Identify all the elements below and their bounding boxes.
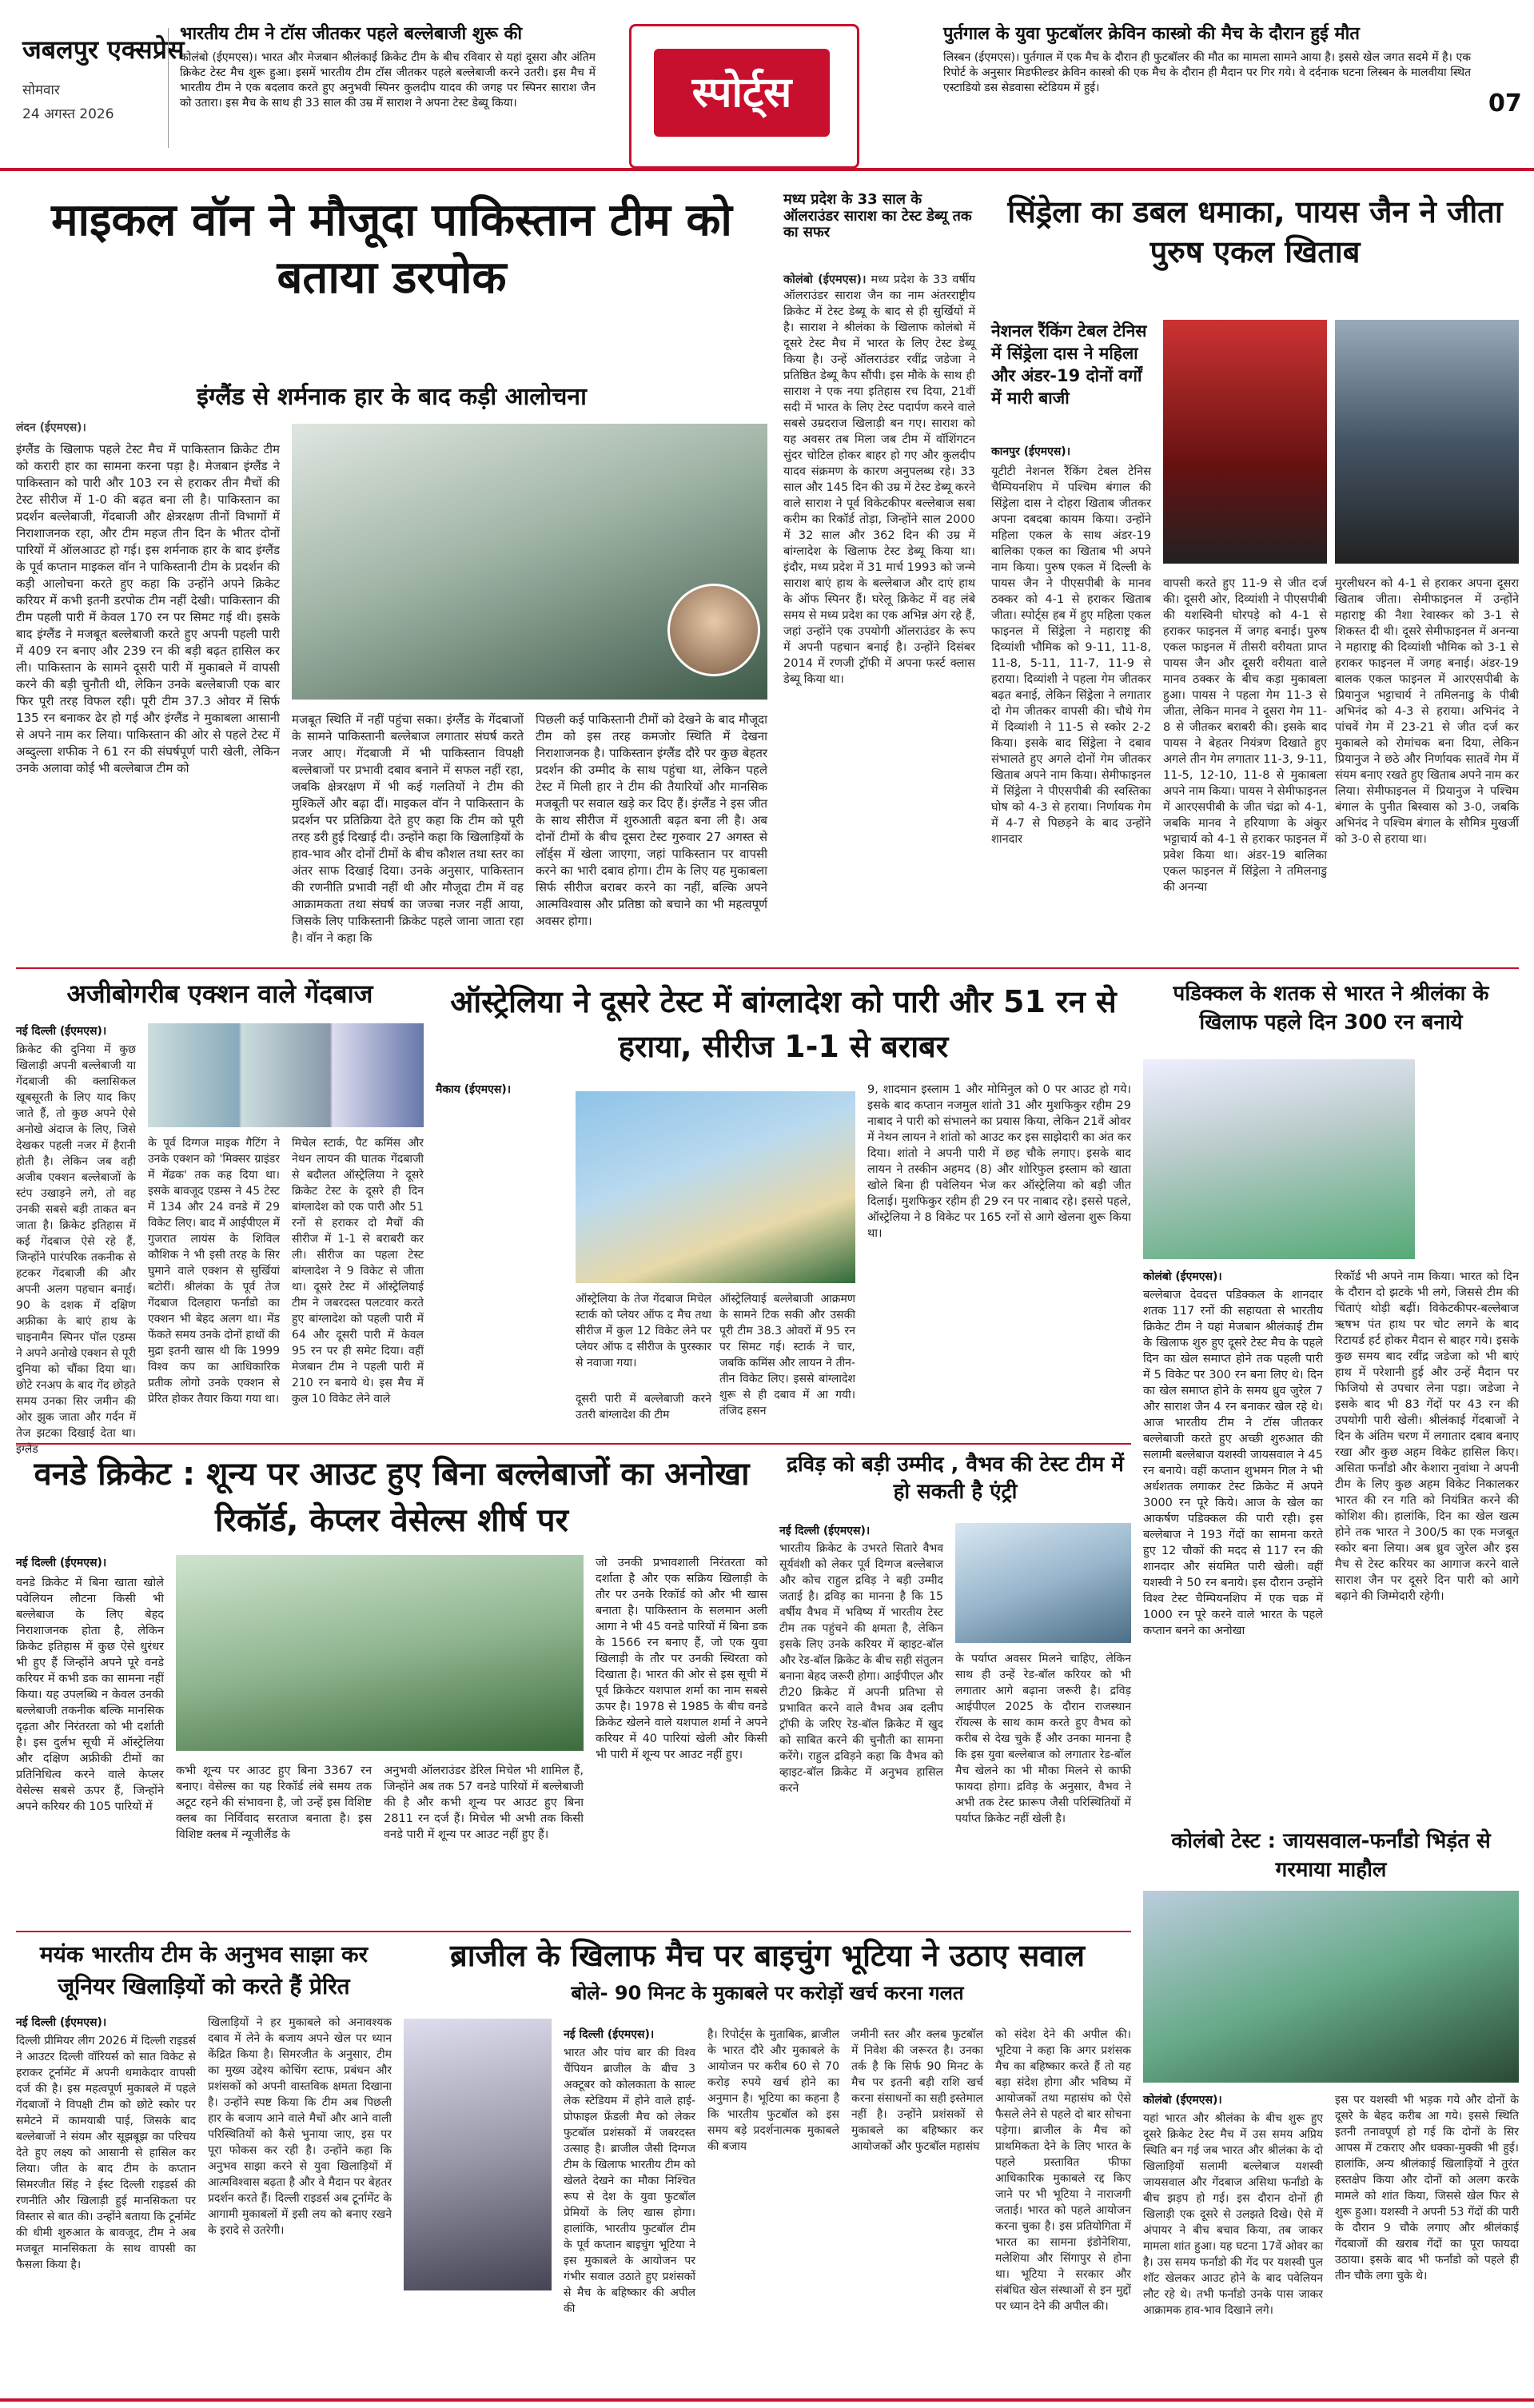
masthead-divider <box>168 28 169 148</box>
page-number: 07 <box>1488 90 1522 118</box>
dravid-headline: द्रविड़ को बड़ी उम्मीद , वैभव की टेस्ट टीम में हो सकती है एंट्री <box>787 1453 1124 1504</box>
aus-photo <box>576 1091 855 1283</box>
bowlers-col2: के पूर्व दिग्गज माइक गैटिंग ने उनके एक्शन को 'मिक्सर ग्राइंडर में मेंढक' तक कह दिया था। इसके बावजूद एडम्स ने 45 टेस्ट में 134 और 24 वनडे में 29 विकेट लिए। बाद में आईपीएल में गुजरात लायंस के शिविल कौशिक ने भी इसी तरह के सिर घुमाने वाले एक्शन से सुर्खियां बटोरीं। श्रीलंका के पूर्व तेज गेंदबाज दिलहारा फर्नांडो का एक्शन भी बेहद अलग था। मेंड फेंकते समय उनके दोनों हाथों की मुद्रा इतनी खास थी कि 1999 विश्व कप का आधिकारिक प्रतीक लोगो उनके एक्शन से प्रेरित होकर तैयार किया गया था। <box>148 1137 280 1405</box>
bhutia-col2: है। रिपोर्ट्स के मुताबिक, ब्राजील के भारत दौरे और मुकाबले के आयोजन पर करीब 60 से 70 करोड़ रुपये खर्च होने का अनुमान है। भूटिया का कहना है कि भारतीय फुटबॉल को इस समय बड़े प्रदर्शनात्मक मुकाबले की बजाय <box>707 2028 839 2153</box>
story-bhutia <box>404 1939 1131 2394</box>
dravid-photo <box>955 1523 1131 1643</box>
tt-headline: सिंड्रेला का डबल धमाका, पायस जैन ने जीता पुरुष एकल खिताब <box>1007 194 1503 269</box>
dravid-dateline: नई दिल्ली (ईएमएस)। <box>779 1525 871 1537</box>
colombo-col1: यहां भारत और श्रीलंका के बीच शुरू हुए दूसरे क्रिकेट टेस्ट मैच में उस समय अप्रिय स्थिति बन गई जब भारत और श्रीलंका के दो खिलाड़ियों सलामी बल्लेबाज यशस्वी जायसवाल और गेंदबाज असिथा फर्नांडो के बीच झड़प हो गई। इस दौरान दोनों ही खिलाड़ी एक दूसरे से उलझते दिखे। ऐसे में अंपायर ने बीच बचाव किया, तब जाकर मामला शांत हुआ। यह घटना 17वें ओवर का है। उस समय फर्नांडो की गेंद पर यशस्वी पुल शॉट खेलकर आउट होने के बाद पवेलियन लौट रहे थे। तभी फर्नांडो उनके पास जाकर आक्रामक हाव-भाव दिखाने लगे। <box>1143 2112 1323 2317</box>
odi-dateline: नई दिल्ली (ईएमएस)। <box>16 1557 107 1569</box>
bhutia-photo <box>404 2019 552 2290</box>
padikkal-headline: पडिक्कल के शतक से भारत ने श्रीलंका के खिलाफ पहले दिन 300 रन बनाये <box>1173 982 1489 1035</box>
teaser-right-headline: पुर्तगाल के युवा फुटबॉलर क्रेविन कास्त्रो की मैच के दौरान हुई मौत <box>943 24 1360 44</box>
footer-rule <box>0 2398 1534 2402</box>
colombo-col2: इस पर यशस्वी भी भड़क गये और दोनों के दूसरे के बेहद करीब आ गये। इससे स्थिति इतनी तनावपूर्ण हो गई कि दोनों के सिर आपस में टकराए और धक्का-मुक्की भी हुई। हालांकि, अन्य श्रीलंकाई खिलाड़ियों ने तुरंत हस्तक्षेप किया और दोनों को अलग करके मामले को शांत किया, जिससे खेल फिर से शुरू हुआ। यशस्वी ने अपनी 53 गेंदों की पारी के दौरान 9 चौके लगाए और श्रीलंकाई गेंदबाजों की खराब गेंदों का पूरा फायदा उठाया। इसके बाद भी फर्नांडो को पहले ही तीन चौके लगा चुके थे। <box>1335 2094 1519 2282</box>
row-divider-2 <box>16 1443 1131 1445</box>
teaser-left-body: कोलंबो (ईएमएस)। भारत और मेजबान श्रीलंकाई क्रिकेट टीम के बीच रविवार से यहां दूसरा और अंतिम क्रिकेट टेस्ट मैच शुरू हुआ। इसमें भारतीय टीम टॉस जीतकर पहले बल्लेबाजी करने उतरी। इस मैच में भारतीय टीम ने एक बदलाव करते हुए अनुभवी स्पिनर कुलदीप यादव की जगह पर स्पिनर साराश जैन को उतारा। इस मैच के साथ ही 33 साल की उम्र में साराश ने अपना टेस्ट डेब्यू किया। <box>180 51 596 110</box>
story-bowlers <box>16 979 424 1456</box>
vaughan-inset-portrait <box>667 584 760 676</box>
story-colombo <box>1143 1827 1519 2394</box>
tt-col3: मुरलीधरन को 4-1 से हराकर अपना दूसरा खिताब जीता। सेमीफाइनल में उन्होंने महाराष्ट्र की नैशा रेवास्कर को 3-1 से शिकस्त दी थी। दूसरे सेमीफाइनल में अनन्या ने महाराष्ट्र की दिव्यांशी भौमिक को 3-1 से हराकर फाइनल में जगह बनाई। अंडर-19 बालक एकल फाइनल में आरएसपीबी के प्रियानुज भट्टाचार्य ने तमिलनाडु के पीबी अभिनंद को 4-3 से हराया। अभिनंद ने पांचवें गेम में 23-21 से जीत दर्ज कर मुकाबले को रोमांचक बना दिया, लेकिन प्रियानुज ने छठे और निर्णायक सातवें गेम में संयम बनाए रखते हुए खिताब अपने नाम कर लिया। सेमीफाइनल में प्रियानुज ने पश्चिम बंगाल के पुनीत बिस्वास को 3-0, जबकि अभिनंद ने पश्चिम बंगाल के सौमित्र मुखर्जी को 3-0 से हराया था। <box>1335 577 1519 846</box>
vaughan-col2: मजबूत स्थिति में नहीं पहुंचा सका। इंग्लैंड के गेंदबाजों के सामने पाकिस्तानी बल्लेबाज लगातार संघर्ष करते नजर आए। गेंदबाजी में भी पाकिस्तान विपक्षी बल्लेबाजों पर प्रभावी दबाव बनाने में सफल नहीं रहा, जबकि क्षेत्ररक्षण में भी कई गलतियों ने टीम की मुश्किलें और बढ़ा दीं। माइकल वॉन ने पाकिस्तान के प्रदर्शन पर प्रतिक्रिया देते हुए कहा कि टीम को पूरी तरह डरी हुई दिखाई दी। उन्होंने कहा कि खिलाड़ियों के हाव-भाव और दोनों टीमों के बीच कौशल तथा स्तर का अंतर साफ दिखाई दिया। उनके अनुसार, पाकिस्तान की रणनीति प्रभावी नहीं थी और मौजूदा टीम में वह आक्रामकता तथा संघर्ष का जज्बा नजर नहीं आया, जिसके लिए पाकिस्तानी क्रिकेट पहले जाना जाता रहा है। वॉन ने कहा कि <box>292 712 524 945</box>
row-divider-1 <box>16 967 1519 969</box>
vaughan-col1: इंग्लैंड के खिलाफ पहले टेस्ट मैच में पाकिस्तान क्रिकेट टीम को करारी हार का सामना करना पड़ा है। मेजबान इंग्लैंड ने पाकिस्तान को पारी और 103 रन से हराकर तीन मैचों की टेस्ट सीरीज में 1-0 की बढ़त बना ली है। पाकिस्तान का प्रदर्शन बल्लेबाजी, गेंदबाजी और क्षेत्ररक्षण तीनों विभागों में निराशाजनक रहा, और टीम महज तीन दिन के भीतर दोनों पारियों में ऑलआउट हो गई। इस शर्मनाक हार के बाद इंग्लैंड के पूर्व कप्तान माइकल वॉन ने पाकिस्तानी टीम के प्रदर्शन की कड़ी आलोचना करते हुए कहा कि उन्होंने अपने क्रिकेट करियर में कभी इतनी डरपोक टीम नहीं देखी। पाकिस्तान की टीम पहली पारी में केवल 170 रन पर सिमट गई थी। इसके बाद इंग्लैंड ने मजबूत बल्लेबाजी करते हुए अपनी पहली पारी में 409 रन बनाए और 239 रन की बड़ी बढ़त हासिल कर ली। पाकिस्तान के सामने दूसरी पारी में मुकाबले में वापसी करने की बड़ी चुनौती थी, लेकिन उनके बल्लेबाजी एक बार फिर पूरी तरह विफल रही। पूरी टीम 37.3 ओवर में सिर्फ 135 रन बनाकर ढेर हो गई और इंग्लैंड ने मुकाबला आसानी से अपने नाम कर लिया। पाकिस्तान की ओर से पहले टेस्ट में अब्दुल्ला शफीक ने 61 रन की संघर्षपूर्ण पारी खेली, लेकिन उनके अलावा कोई भी बल्लेबाज टीम को <box>16 442 280 775</box>
aus-caption2: ऑस्ट्रेलियाई बल्लेबाजी आक्रमण के सामने टिक सकी और उसकी पूरी टीम 38.3 ओवरों में 95 रन पर सिमट गई। स्टार्क ने चार, जबकि कमिंस और लायन ने तीन-तीन विकेट लिए। इससे बांग्लादेश शुरू से ही दबाव में आ गयी। तंजिद हसन <box>719 1293 855 1417</box>
section-banner <box>629 24 859 169</box>
odi-col1: वनडे क्रिकेट में बिना खाता खोले पवेलियन लौटना किसी भी बल्लेबाज के लिए बेहद निराशाजनक होता है, लेकिन क्रिकेट इतिहास में कुछ ऐसे धुरंधर भी हुए हैं जिन्होंने अपने पूरे वनडे करियर में कभी डक का सामना नहीं किया। यह उपलब्धि न केवल उनकी बल्लेबाजी तकनीक बल्कि मानसिक दृढ़ता और निरंतरता को भी दर्शाती है। इस दुर्लभ सूची में ऑस्ट्रेलिया और दक्षिण अफ्रीकी टीमों का प्रतिनिधित्व करने वाले केप्लर वेसेल्स सबसे ऊपर हैं, जिन्होंने अपने करियर की 105 पारियों में <box>16 1577 164 1813</box>
tt-col2: वापसी करते हुए 11-9 से जीत दर्ज की। दूसरी ओर, दिव्यांशी ने पीएसपीबी की यशस्विनी घोरपड़े को 4-1 से हराकर फाइनल में जगह बनाई। पुरुष एकल फाइनल में तीसरी वरीयता प्राप्त पायस जैन और दूसरी वरीयता वाले मानव ठक्कर के बीच कड़ा मुकाबला हुआ। पायस ने पहला गेम 11-3 से जीता, लेकिन मानव ने दूसरा गेम 11-8 से जीतकर बराबरी की। इसके बाद पायस ने बेहतर नियंत्रण दिखाते हुए अगले तीन गेम लगातार 11-3, 9-11, 11-5, 12-10, 11-8 से मुकाबला अपने नाम किया। पायस ने सेमीफाइनल में आरएसपीबी के जीत चंद्रा को 4-1, जबकि मानव ने हरियाणा के अंकुर भट्टाचार्य को 4-1 से हराकर फाइनल में प्रवेश किया था। अंडर-19 बालिका एकल फाइनल में सिंड्रेला ने तमिलनाडु की अनन्या <box>1163 577 1327 894</box>
vaughan-dateline: लंदन (ईएमएस)। <box>16 421 86 434</box>
padikkal-photo <box>1143 1059 1415 1259</box>
vaughan-subheadline: इंग्लैंड से शर्मनाक हार के बाद कड़ी आलोचना <box>197 383 587 411</box>
bhutia-subheadline: बोले- 90 मिनट के मुकाबले पर करोड़ों खर्च करना गलत <box>571 1982 964 2004</box>
odi-col4: जो उनकी प्रभावशाली निरंतरता को दर्शाता है और एक सक्रिय खिलाड़ी के तौर पर उनके रिकॉर्ड को और भी खास बनाता है। पाकिस्तान के सलमान अली आगा ने भी 45 वनडे पारियों में बिना डक के 1566 रन बनाए हैं, जो एक युवा खिलाड़ी के तौर पर उनकी स्थिरता को दिखाता है। भारत की ओर से इस सूची में पूर्व क्रिकेटर यशपाल शर्मा का नाम सबसे ऊपर है। 1978 से 1985 के बीच वनडे क्रिकेट खेलने वाले यशपाल शर्मा ने अपने करियर में 40 पारियां खेली और किसी भी पारी में शून्य पर आउट नहीं हुए। <box>596 1557 767 1761</box>
aus-headline: ऑस्ट्रेलिया ने दूसरे टेस्ट में बांग्लादेश को पारी और 51 रन से हराया, सीरीज 1-1 से बराबर <box>450 984 1117 1064</box>
mayank-col2: खिलाड़ियों ने हर मुकाबले को अनावश्यक दबाव में लेने के बजाय अपने खेल पर ध्यान केंद्रित किया है। सिमरजीत के अनुसार, टीम का मुख्य उद्देश्य कोचिंग स्टाफ, प्रबंधन और प्रशंसकों को अपनी वास्तविक क्षमता दिखाना है। उन्होंने स्पष्ट किया कि टीम अब पिछली हार के बजाय आने वाले मैचों और आने वाली परिस्थितियों को कैसे भुनाया जाए, इस पर पूरा फोकस कर रही है। उन्होंने कहा कि अनुभव साझा करने से युवा खिलाड़ियों में आत्मविश्वास बढ़ता है और वे मैदान पर बेहतर प्रदर्शन करते हैं। दिल्ली राइडर्स अब टूर्नामेंट के आगामी मुकाबलों में इसी लय को बनाए रखने के इरादे से उतरेगी। <box>208 2016 392 2237</box>
teaser-right <box>943 24 1471 142</box>
tt-photo-2 <box>1335 320 1519 564</box>
sarash-dateline: कोलंबो (ईएमएस)। <box>783 273 867 286</box>
mayank-dateline: नई दिल्ली (ईएमएस)। <box>16 2016 107 2029</box>
day-label: सोमवार <box>22 82 60 98</box>
story-odi <box>16 1451 767 1923</box>
paper-name: जबलपुर एक्सप्रेस <box>22 34 185 65</box>
bhutia-headline: ब्राजील के खिलाफ मैच पर बाइचुंग भूटिया ने उठाए सवाल <box>450 1938 1085 1973</box>
date-label: 24 अगस्त 2026 <box>22 106 114 122</box>
odi-col3: अनुभवी ऑलराउंडर डेरिल मिचेल भी शामिल हैं, जिन्होंने अब तक 57 वनडे पारियों में बल्लेबाजी की है और कभी शून्य पर आउट हुए बिना 2811 रन दर्ज हैं। मिचेल भी अभी तक किसी वनडे पारी में शून्य पर आउट नहीं हुए हैं। <box>384 1764 584 1841</box>
masthead-rule <box>0 168 1534 171</box>
colombo-dateline: कोलंबो (ईएमएस)। <box>1143 2094 1222 2107</box>
aus-dateline: मैकाय (ईएमएस)। <box>436 1083 512 1096</box>
vaughan-headline: माइकल वॉन ने मौजूदा पाकिस्तान टीम को बताया डरपोक <box>51 194 732 304</box>
padikkal-col2: रिकॉर्ड भी अपने नाम किया। भारत को दिन के दौरान दो झटके भी लगे, जिससे टीम की चिंताएं थोड़ी बढ़ीं। विकेटकीपर-बल्लेबाज ऋषभ पंत हाथ पर चोट लगने के बाद रिटायर्ड हर्ट होकर मैदान से बाहर गये। इसके कुछ समय बाद रवींद्र जडेजा को भी बाएं हाथ में परेशानी हुई और उन्हें मैदान पर फिजियो से उपचार लेना पड़ा। जडेजा ने इसके बाद भी 83 गेंदों पर 43 रन की उपयोगी पारी खेली। श्रीलंकाई गेंदबाजों ने दिन के अंतिम चरण में लगातार दबाव बनाए रखा और कुछ अहम विकेट हासिल किए। असिता फर्नांडो और केशारा नुवांथा ने अपनी टीम के लिए कुछ अहम विकेट निकालकर भारत की रन गति को नियंत्रित करने की कोशिश की। हालांकि, दिन का खेल खत्म होने तक भारत ने 300/5 का एक मजबूत स्कोर बना लिया। अब ध्रुव जुरेल और इस मैच से टेस्ट करियर का आगाज करने वाले साराश जैन पर दूसरे दिन पारी को आगे बढ़ाने की जिम्मेदारी रहेगी। <box>1335 1270 1519 1603</box>
story-aus <box>436 979 1131 1435</box>
tt-subheadline: नेशनल रैंकिंग टेबल टेनिस में सिंड्रेला दास ने महिला और अंडर-19 दोनों वर्गों में मारी बाजी <box>991 321 1147 408</box>
story-mayank <box>16 1939 392 2394</box>
mayank-headline: मयंक भारतीय टीम के अनुभव साझा कर जूनियर खिलाड़ियों को करते हैं प्रेरित <box>39 1941 369 1999</box>
padikkal-dateline: कोलंबो (ईएमएस)। <box>1143 1270 1222 1283</box>
bhutia-col1: भारत और पांच बार की विश्व चैंपियन ब्राजील के बीच 3 अक्टूबर को कोलकाता के साल्ट लेक स्टेडियम में होने वाले हाई-प्रोफाइल फ्रेंडली मैच को लेकर फुटबॉल प्रशंसकों में जबरदस्त उत्साह है। ब्राजील जैसी दिग्गज टीम के खिलाफ भारतीय टीम को खेलते देखने का मौका निश्चित रूप से देश के युवा फुटबॉल प्रेमियों के लिए खास होगा। हालांकि, भारतीय फुटबॉल टीम के पूर्व कप्तान बाइचुंग भूटिया ने इस मुकाबले के आयोजन पर गंभीर सवाल उठाते हुए प्रशंसकों से मैच के बहिष्कार की अपील की <box>564 2047 695 2315</box>
dravid-col1: भारतीय क्रिकेट के उभरते सितारे वैभव सूर्यवंशी को लेकर पूर्व दिग्गज बल्लेबाज और कोच राहुल द्रविड़ ने बड़ी उम्मीद जताई है। द्रविड़ का मानना है कि 15 वर्षीय वैभव में भविष्य में भारतीय टेस्ट टीम तक पहुंचने की क्षमता है, लेकिन इसके लिए उनके करियर में व्हाइट-बॉल और रेड-बॉल क्रिकेट के बीच सही संतुलन बनाना बेहद जरूरी होगा। आईपीएल और टी20 क्रिकेट में अपनी प्रतिभा से प्रभावित करने वाले वैभव अब दलीप ट्रॉफी के जरिए रेड-बॉल क्रिकेट में खुद को साबित करने की चुनौती का सामना करेंगे। राहुल द्रविड़ने कहा कि वैभव को व्हाइट-बॉल क्रिकेट में अनुभव हासिल करने <box>779 1542 943 1795</box>
teaser-left <box>180 24 596 142</box>
story-dravid <box>779 1451 1131 1923</box>
colombo-photo <box>1143 1891 1519 2083</box>
story-tt <box>991 192 1519 959</box>
aus-col-right: 9, शादमान इस्लाम 1 और मोमिनुल को 0 पर आउट हो गये। इसके बाद कप्तान नजमुल शांतो 31 और मुशफिकुर रहीम 29 नाबाद ने पारी को संभालने का प्रयास किया, लेकिन 21वें ओवर में नेथन लायन ने शांतो को आउट कर इस साझेदारी का अंत कर दिया। शांतो ने अपनी पारी में छह चौके लगाए। इसके बाद लायन ने तस्कीन अहमद (8) और शोरिफुल इस्लाम को खाता खोले बिना ही पवेलियन भेज कर ऑस्ट्रेलिया को बड़ी जीत दिलाई। मुशफिकुर रहीम ही 29 रन पर नाबाद रहे। इससे पहले, ऑस्ट्रेलिया ने 8 विकेट पर 165 रनों से आगे खेलना शुरू किया था। <box>867 1083 1131 1240</box>
aus-col-mid: दूसरी पारी में बल्लेबाजी करने उतरी बांग्लादेश की टीम <box>576 1393 711 1421</box>
sarash-text: मध्य प्रदेश के 33 वर्षीय ऑलराउंडर साराश जैन का नाम अंतरराष्ट्रीय क्रिकेट में टेस्ट डेब्यू के बाद से ही सुर्खियों में है। साराश ने श्रीलंका के खिलाफ कोलंबो में दूसरे टेस्ट मैच में भारत के लिए टेस्ट डेब्यू किया है। उन्हें ऑलराउंडर रवींद्र जडेजा ने प्रतिष्ठित डेब्यू कैप सौंपी। इस मौके के साथ ही साराश ने एक नया इतिहास रच दिया, 21वीं सदी में भारत के लिए टेस्ट पदार्पण करने वाले सबसे उम्रदराज खिलाड़ी बन गए। साराश को यह अवसर तब मिला जब टीम में वॉशिंगटन सुंदर चोटिल होकर बाहर हो गए और कुलदीप यादव संक्रमण के कारण अनुपलब्ध रहे। 33 साल और 145 दिन की उम्र में टेस्ट डेब्यू करने वाले साराश ने पूर्व विकेटकीपर बल्लेबाज सबा करीम का रिकॉर्ड तोड़ा, जिन्होंने साल 2000 में 32 साल और 362 दिन की उम्र में बांग्लादेश के खिलाफ टेस्ट डेब्यू किया था। इंदौर, मध्य प्रदेश में 31 मार्च 1993 को जन्मे साराश बाएं हाथ के बल्लेबाज और दाएं हाथ के ऑफ स्पिनर हैं। घरेलू क्रिकेट में वह लंबे समय से मध्य प्रदेश का एक अभिन्न अंग रहे हैं, जहां उन्होंने एक उपयोगी ऑलराउंडर के रूप में अपनी पहचान बनाई है। उन्होंने दिसंबर 2014 में रणजी ट्रॉफी में अपना फर्स्ट क्लास डेब्यू किया था। <box>783 273 976 686</box>
odi-headline: वनडे क्रिकेट : शून्य पर आउट हुए बिना बल्लेबाजों का अनोखा रिकॉर्ड, केप्लर वेसेल्स शीर्ष पर <box>34 1456 750 1539</box>
teaser-right-body: लिस्बन (ईएमएस)। पुर्तगाल में एक मैच के दौरान ही फुटबॉलर की मौत का मामला सामने आया है। इससे खेल जगत सदमे में है। एक रिपोर्ट के अनुसार मिडफील्डर क्रेविन कास्त्रो की एक मैच के दौरान ही मैदान पर गिर गये। वे दर्दनाक घटना लिस्बन के मालवीया स्थित एस्टाडियो डस सेडवासा स्टेडियम में हुई। <box>943 51 1471 95</box>
bowlers-col3: मिचेल स्टार्क, पैट कमिंस और नेथन लायन की घातक गेंदबाजी से बदौलत ऑस्ट्रेलिया ने दूसरे क्रिकेट टेस्ट के दूसरे ही दिन बांग्लादेश को एक पारी और 51 रनों से हराकर दो मैचों की सीरीज में 1-1 से बराबरी कर ली। सीरीज का पहला टेस्ट बांग्लादेश ने 9 विकेट से जीता था। दूसरे टेस्ट में ऑस्ट्रेलियाई टीम ने जबरदस्त पलटवार करते हुए बांग्लादेश को पहली पारी में 64 और दूसरी पारी में केवल 95 रन पर ही समेट दिया। वहीं मेजबान टीम ने पहली पारी में 210 रन बनाये थे। इस मैच में कुल 10 विकेट लेने वाले <box>292 1137 424 1405</box>
sarash-headline: मध्य प्रदेश के 33 साल के ऑलराउंडर साराश का टेस्ट डेब्यू तक का सफर <box>783 191 972 241</box>
bowlers-headline: अजीबोगरीब एक्शन वाले गेंदबाज <box>66 979 373 1009</box>
bowlers-col1: क्रिकेट की दुनिया में कुछ खिलाड़ी अपनी बल्लेबाजी या गेंदबाजी की क्लासिकल खूबसूरती के लिए याद किए जाते हैं, तो कुछ अपने ऐसे अनोखे अंदाज के लिए, जिसे देखकर पहली नजर में हैरानी होती है। लेकिन जब वही अजीब एक्शन बल्लेबाजों के स्टंप उखाड़ने लगे, तो वह उनकी सबसे बड़ी ताकत बन जाता है। क्रिकेट इतिहास में कई गेंदबाज ऐसे रहे हैं, जिन्होंने पारंपरिक तकनीक से हटकर गेंदबाजी की और अपनी अलग पहचान बनाई। 90 के दशक में दक्षिण अफ्रीका के बाएं हाथ के चाइनामैन स्पिनर पॉल एडम्स ने अपने अनोखे एक्शन से पूरी दुनिया को चौंका दिया था। छोटे रनअप के बाद गेंद छोड़ते समय उनका सिर जमीन की ओर झुक जाता और गर्दन में तेज झटका दिखाई देता था। इंग्लैंड <box>16 1043 136 1456</box>
row-divider-3 <box>16 1931 1131 1932</box>
odi-photo <box>176 1555 584 1751</box>
mayank-col1: दिल्ली प्रीमियर लीग 2026 में दिल्ली राइडर्स ने आउटर दिल्ली वॉरियर्स को सात विकेट से हराकर टूर्नामेंट में अपनी धमाकेदार वापसी दर्ज की है। इस महत्वपूर्ण मुकाबले में पहले गेंदबाजों ने विपक्षी टीम को छोटे स्कोर पर समेटने में कामयाबी पाई, जिसके बाद बल्लेबाजों ने संयम और सूझबूझ का परिचय देते हुए लक्ष्य को आसानी से हासिल कर लिया। जीत के बाद टीम के कप्तान सिमरजीत सिंह ने ईस्ट दिल्ली राइडर्स की रणनीति और खिलाड़ी हुई मानसिकता पर विस्तार से बात की। उन्होंने बताया कि टूर्नामेंट की धीमी शुरुआत के बावजूद, टीम ने अब मजबूत मानसिकता के साथ वापसी का फैसला किया है। <box>16 2035 196 2271</box>
bhutia-dateline: नई दिल्ली (ईएमएस)। <box>564 2028 655 2041</box>
bhutia-col3: जमीनी स्तर और क्लब फुटबॉल में निवेश की जरूरत है। उनका तर्क है कि सिर्फ 90 मिनट के मैच पर इतनी बड़ी राशि खर्च करना संसाधनों का सही इस्तेमाल नहीं है। उन्होंने प्रशंसकों से मुकाबले का बहिष्कार कर आयोजकों और फुटबॉल महासंघ <box>851 2028 983 2153</box>
bhutia-col4: को संदेश देने की अपील की। भूटिया ने कहा कि अगर प्रशंसक मैच का बहिष्कार करते हैं तो यह बड़ा संदेश होगा और भविष्य में आयोजकों तथा महासंघ को ऐसे फैसले लेने से पहले दो बार सोचना पड़ेगा। ब्राजील के मैच को प्राथमिकता देने के लिए भारत के पहले प्रस्तावित फीफा आधिकारिक मुकाबले रद्द किए जाने पर भी भूटिया ने नाराजगी जताई। भारत को पहले आयोजन करना चुका है। इस प्रतियोगिता में भारत का सामना इंडोनेशिया, मलेशिया और सिंगापुर से होना था। भूटिया ने सरकार और संबंधित खेल संस्थाओं से इन मुद्दों पर ध्यान देने की अपील की। <box>995 2028 1131 2313</box>
dravid-col2: के पर्याप्त अवसर मिलने चाहिए, लेकिन साथ ही उन्हें रेड-बॉल करियर को भी लगातार आगे बढ़ाना जरूरी है। द्रविड़ आईपीएल 2025 के दौरान राजस्थान रॉयल्स के साथ काम करते हुए वैभव को करीब से देख चुके हैं और उनका मानना है कि इस युवा बल्लेबाज को लगातार रेड-बॉल मैच खेलने का भी मौका मिलने से काफी फायदा होगा। द्रविड़ के अनुसार, वैभव ने अभी तक टेस्ट फ्रारूप जैसी परिस्थितियों में पर्याप्त क्रिकेट नहीं खेली है। <box>955 1653 1131 1825</box>
colombo-headline: कोलंबो टेस्ट : जायसवाल-फर्नांडो भिड़ंत से गरमाया माहौल <box>1171 1829 1491 1882</box>
teaser-left-headline: भारतीय टीम ने टॉस जीतकर पहले बल्लेबाजी शुरू की <box>180 24 523 44</box>
masthead <box>0 0 1534 172</box>
padikkal-col1: बल्लेबाज देवदत्त पडिक्कल के शानदार शतक 117 रनों की सहायता से भारतीय क्रिकेट टीम ने यहां मेजबान श्रीलंकाई टीम के खिलाफ शुरु हुए दूसरे टेस्ट मैच के पहले दिन का खेल समाप्त होने तक पहली पारी में 5 विकेट पर 300 रन बना लिए थे। दिन का खेल समाप्त होने के समय ध्रुव जुरेल 7 और साराश जैन 4 रन बनाकर खेल रहे थे। आज भारतीय टीम ने टॉस जीतकर बल्लेबाजी करते हुए अच्छी शुरुआत की सलामी बल्लेबाज यशस्वी जायसवाल ने 45 रन बनाये। वहीं कप्तान शुभमन गिल ने भी अर्धशतक लगाकर टेस्ट क्रिकेट में अपने 3000 रन पूरे किये। आज के खेल का आकर्षण पडिक्कल की पारी रही। इस बल्लेबाज ने 193 गेंदों का सामना करते हुए 12 चौकों की मदद से 117 रन की शानदार और संयमित पारी खेली। वहीं यशस्वी ने 50 रन बनाये। इस दौरान उन्होंने विश्व टेस्ट चैम्पियनशिप में एक चक्र में 1000 रन पूरे करने वाले भारत के पहले कप्तान बनने का अनोखा <box>1143 1289 1323 1637</box>
section-label: स्पोर्ट्स <box>654 49 830 137</box>
bowlers-photo <box>148 1023 424 1127</box>
story-padikkal <box>1143 979 1519 1819</box>
tt-photo-1 <box>1163 320 1327 564</box>
story-sarash <box>783 192 975 959</box>
tt-col1: यूटीटी नेशनल रैंकिंग टेबल टेनिस चैम्पियनशिप में पश्चिम बंगाल की सिंड्रेला दास ने दोहरा खिताब जीतकर अपना दबदबा कायम किया। उन्होंने महिला एकल के साथ अंडर-19 बालिका एकल का खिताब भी अपने नाम किया। पुरुष एकल में दिल्ली के पायस जैन ने पीएसपीबी के मानव ठक्कर को 4-1 से हराकर खिताब जीता। स्पोर्ट्स हब में हुए महिला एकल फाइनल में सिंड्रेला ने महाराष्ट्र की दिव्यांशी भौमिक को 9-11, 11-8, 11-8, 5-11, 11-7, 11-9 से हराया। दिव्यांशी ने पहला गेम जीतकर बढ़त बनाई, लेकिन सिंड्रेला ने लगातार दो गेम जीतकर वापसी की। चौथे गेम में दिव्यांशी ने 11-5 से स्कोर 2-2 किया। इसके बाद सिंड्रेला ने दबाव संभालते हुए अगले दोनों गेम जीतकर खिताब अपने नाम किया। सेमीफाइनल में सिंड्रेला ने पीएसपीबी की स्वस्तिका घोष को 4-3 से हराया। निर्णायक गेम में 4-7 से पिछड़ने के बाद उन्होंने शानदार <box>991 465 1151 846</box>
story-vaughan <box>16 192 767 959</box>
tt-dateline: कानपुर (ईएमएस)। <box>991 445 1070 458</box>
vaughan-photo <box>292 424 767 700</box>
bowlers-dateline: नई दिल्ली (ईएमएस)। <box>16 1025 107 1038</box>
sarash-body <box>783 272 975 959</box>
vaughan-col3: पिछली कई पाकिस्तानी टीमों को देखने के बाद मौजूदा टीम को इस तरह कमजोर स्थिति में देखना निराशाजनक है। पाकिस्तान इंग्लैंड दौरे पर कुछ बेहतर प्रदर्शन की उम्मीद के साथ पहुंचा था, लेकिन पहले टेस्ट में मिली हार ने टीम की तैयारियों और मानसिक मजबूती पर सवाल खड़े कर दिए हैं। इंग्लैंड ने इस जीत के साथ सीरीज में शुरुआती बढ़त बना ली है। अब दोनों टीमों के बीच दूसरा टेस्ट गुरुवार 27 अगस्त से लॉर्ड्स में खेला जाएगा, जहां पाकिस्तान पर वापसी करने का भारी दबाव होगा। टीम के लिए यह मुकाबला सिर्फ सीरीज बराबर करने का नहीं, बल्कि अपने आत्मविश्वास और प्रतिष्ठा को बचाने का भी महत्वपूर्ण अवसर होगा। <box>536 712 767 928</box>
aus-caption1: ऑस्ट्रेलिया के तेज गेंदबाज मिचेल स्टार्क को प्लेयर ऑफ द मैच तथा सीरीज में कुल 12 विकेट लेने पर प्लेयर ऑफ द सीरीज के पुरस्कार से नवाजा गया। <box>576 1293 711 1369</box>
odi-col2: कभी शून्य पर आउट हुए बिना 3367 रन बनाए। वेसेल्स का यह रिकॉर्ड लंबे समय तक अटूट रहने की संभावना है, जो उन्हें इस विशिष्ट क्लब का निर्विवाद सरताज बनाता है। इस विशिष्ट क्लब में न्यूजीलैंड के <box>176 1764 372 1841</box>
